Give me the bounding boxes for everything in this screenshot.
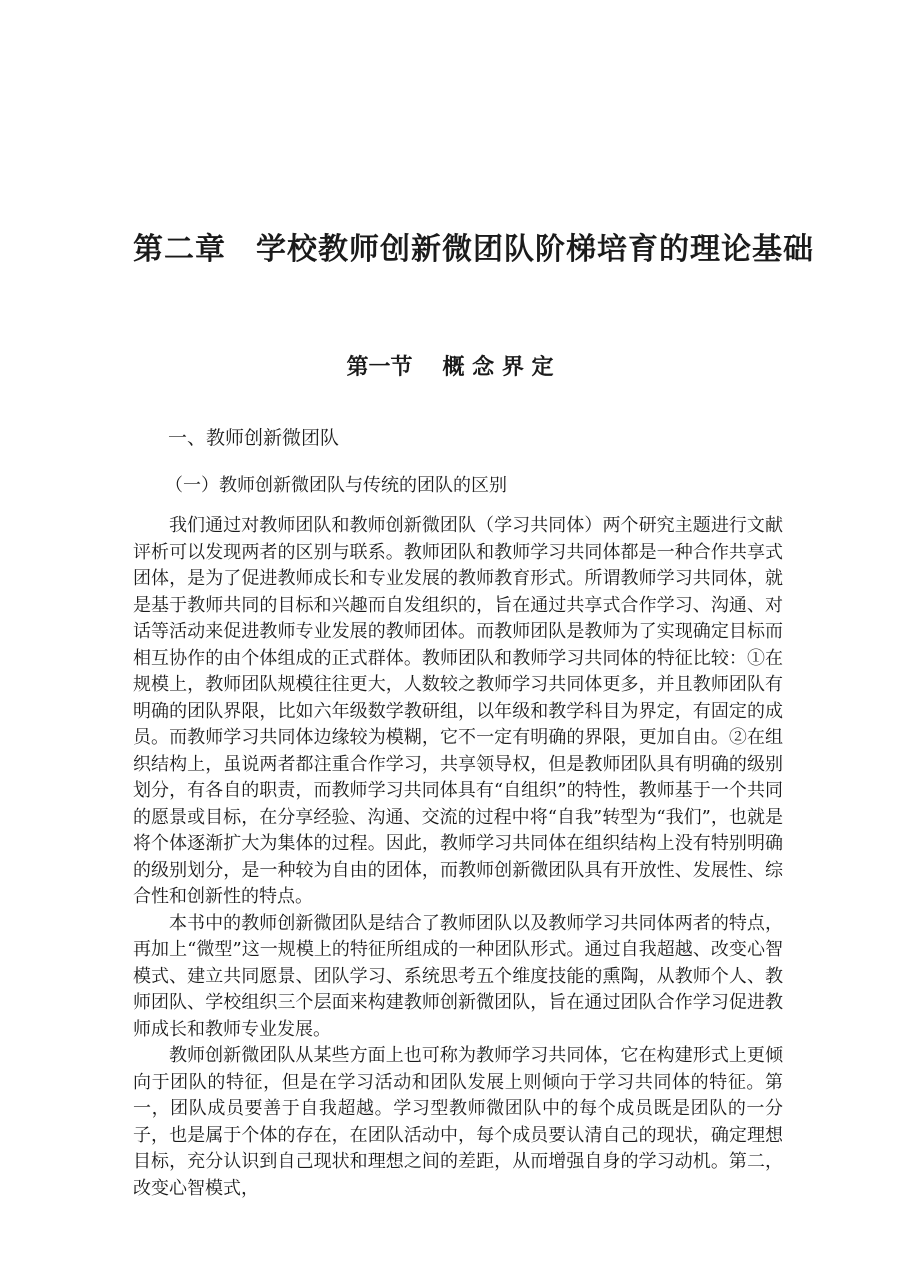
chapter-number: 第二章 <box>133 232 226 267</box>
section-title-text: 概 念 界 定 <box>442 354 554 380</box>
chapter-title <box>133 230 814 270</box>
section-number: 第一节 <box>346 354 413 380</box>
paragraph: 本书中的教师创新微团队是结合了教师团队以及教师学习共同体两者的特点，再加上“微型”这一规模上的特征所组成的一种团队形式。通过自我超越、改变心智模式、建立共同愿景、团队学习、系统思考五个维度技能的熏陶，从教师个人、教师团队、学校组织三个层面来构建教师创新微团队，旨在通过团队合作学习促进教师成长和教师专业发展。 <box>133 912 783 1040</box>
paragraph: 我们通过对教师团队和教师创新微团队（学习共同体）两个研究主题进行文献评析可以发现两者的区别与联系。教师团队和教师学习共同体都是一种合作共享式团体，是为了促进教师成长和专业发展的教师教育形式。所谓教师学习共同体，就是基于教师共同的目标和兴趣而自发组织的，旨在通过共享式合作学习、沟通、对话等活动来促进教师专业发展的教师团体。而教师团队是教师为了实现确定目标而相互协作的由个体组成的正式群体。教师团队和教师学习共同体的特征比较：①在规模上，教师团队规模往往更大，人数较之教师学习共同体更多，并且教师团队有明确的团队界限，比如六年级数学教研组，以年级和教学科目为界定，有固定的成员。而教师学习共同体边缘较为模糊，它不一定有明确的界限，更加自由。②在组织结构上，虽说两者都注重合作学习，共享领导权，但是教师团队具有明确的级别划分，有各自的职责，而教师学习共同体具有“自组织”的特性，教师基于一个共同的愿景或目标，在分享经验、沟通、交流的过程中将“自我”转型为“我们”，也就是将个体逐渐扩大为集体的过程。因此，教师学习共同体在组织结构上没有特别明确的级别划分，是一种较为自由的团体，而教师创新微团队具有开放性、发展性、综合性和创新性的特点。 <box>133 515 783 907</box>
sub-subsection-heading: （一）教师创新微团队与传统的团队的区别 <box>165 475 507 496</box>
body-text <box>133 513 783 1202</box>
subsection-heading: 一、教师创新微团队 <box>168 427 340 449</box>
section-title <box>0 352 900 382</box>
paragraph: 教师创新微团队从某些方面上也可称为教师学习共同体，它在构建形式上更倾向于团队的特征，但是在学习活动和团队发展上则倾向于学习共同体的特征。第一，团队成员要善于自我超越。学习型教师微团队中的每个成员既是团队的一分子，也是属于个体的存在，在团队活动中，每个成员要认清自己的现状，确定理想目标，充分认识到自己现状和理想之间的差距，从而增强自身的学习动机。第二，改变心智模式， <box>133 1045 783 1199</box>
chapter-title-text: 学校教师创新微团队阶梯培育的理论基础 <box>256 232 814 267</box>
